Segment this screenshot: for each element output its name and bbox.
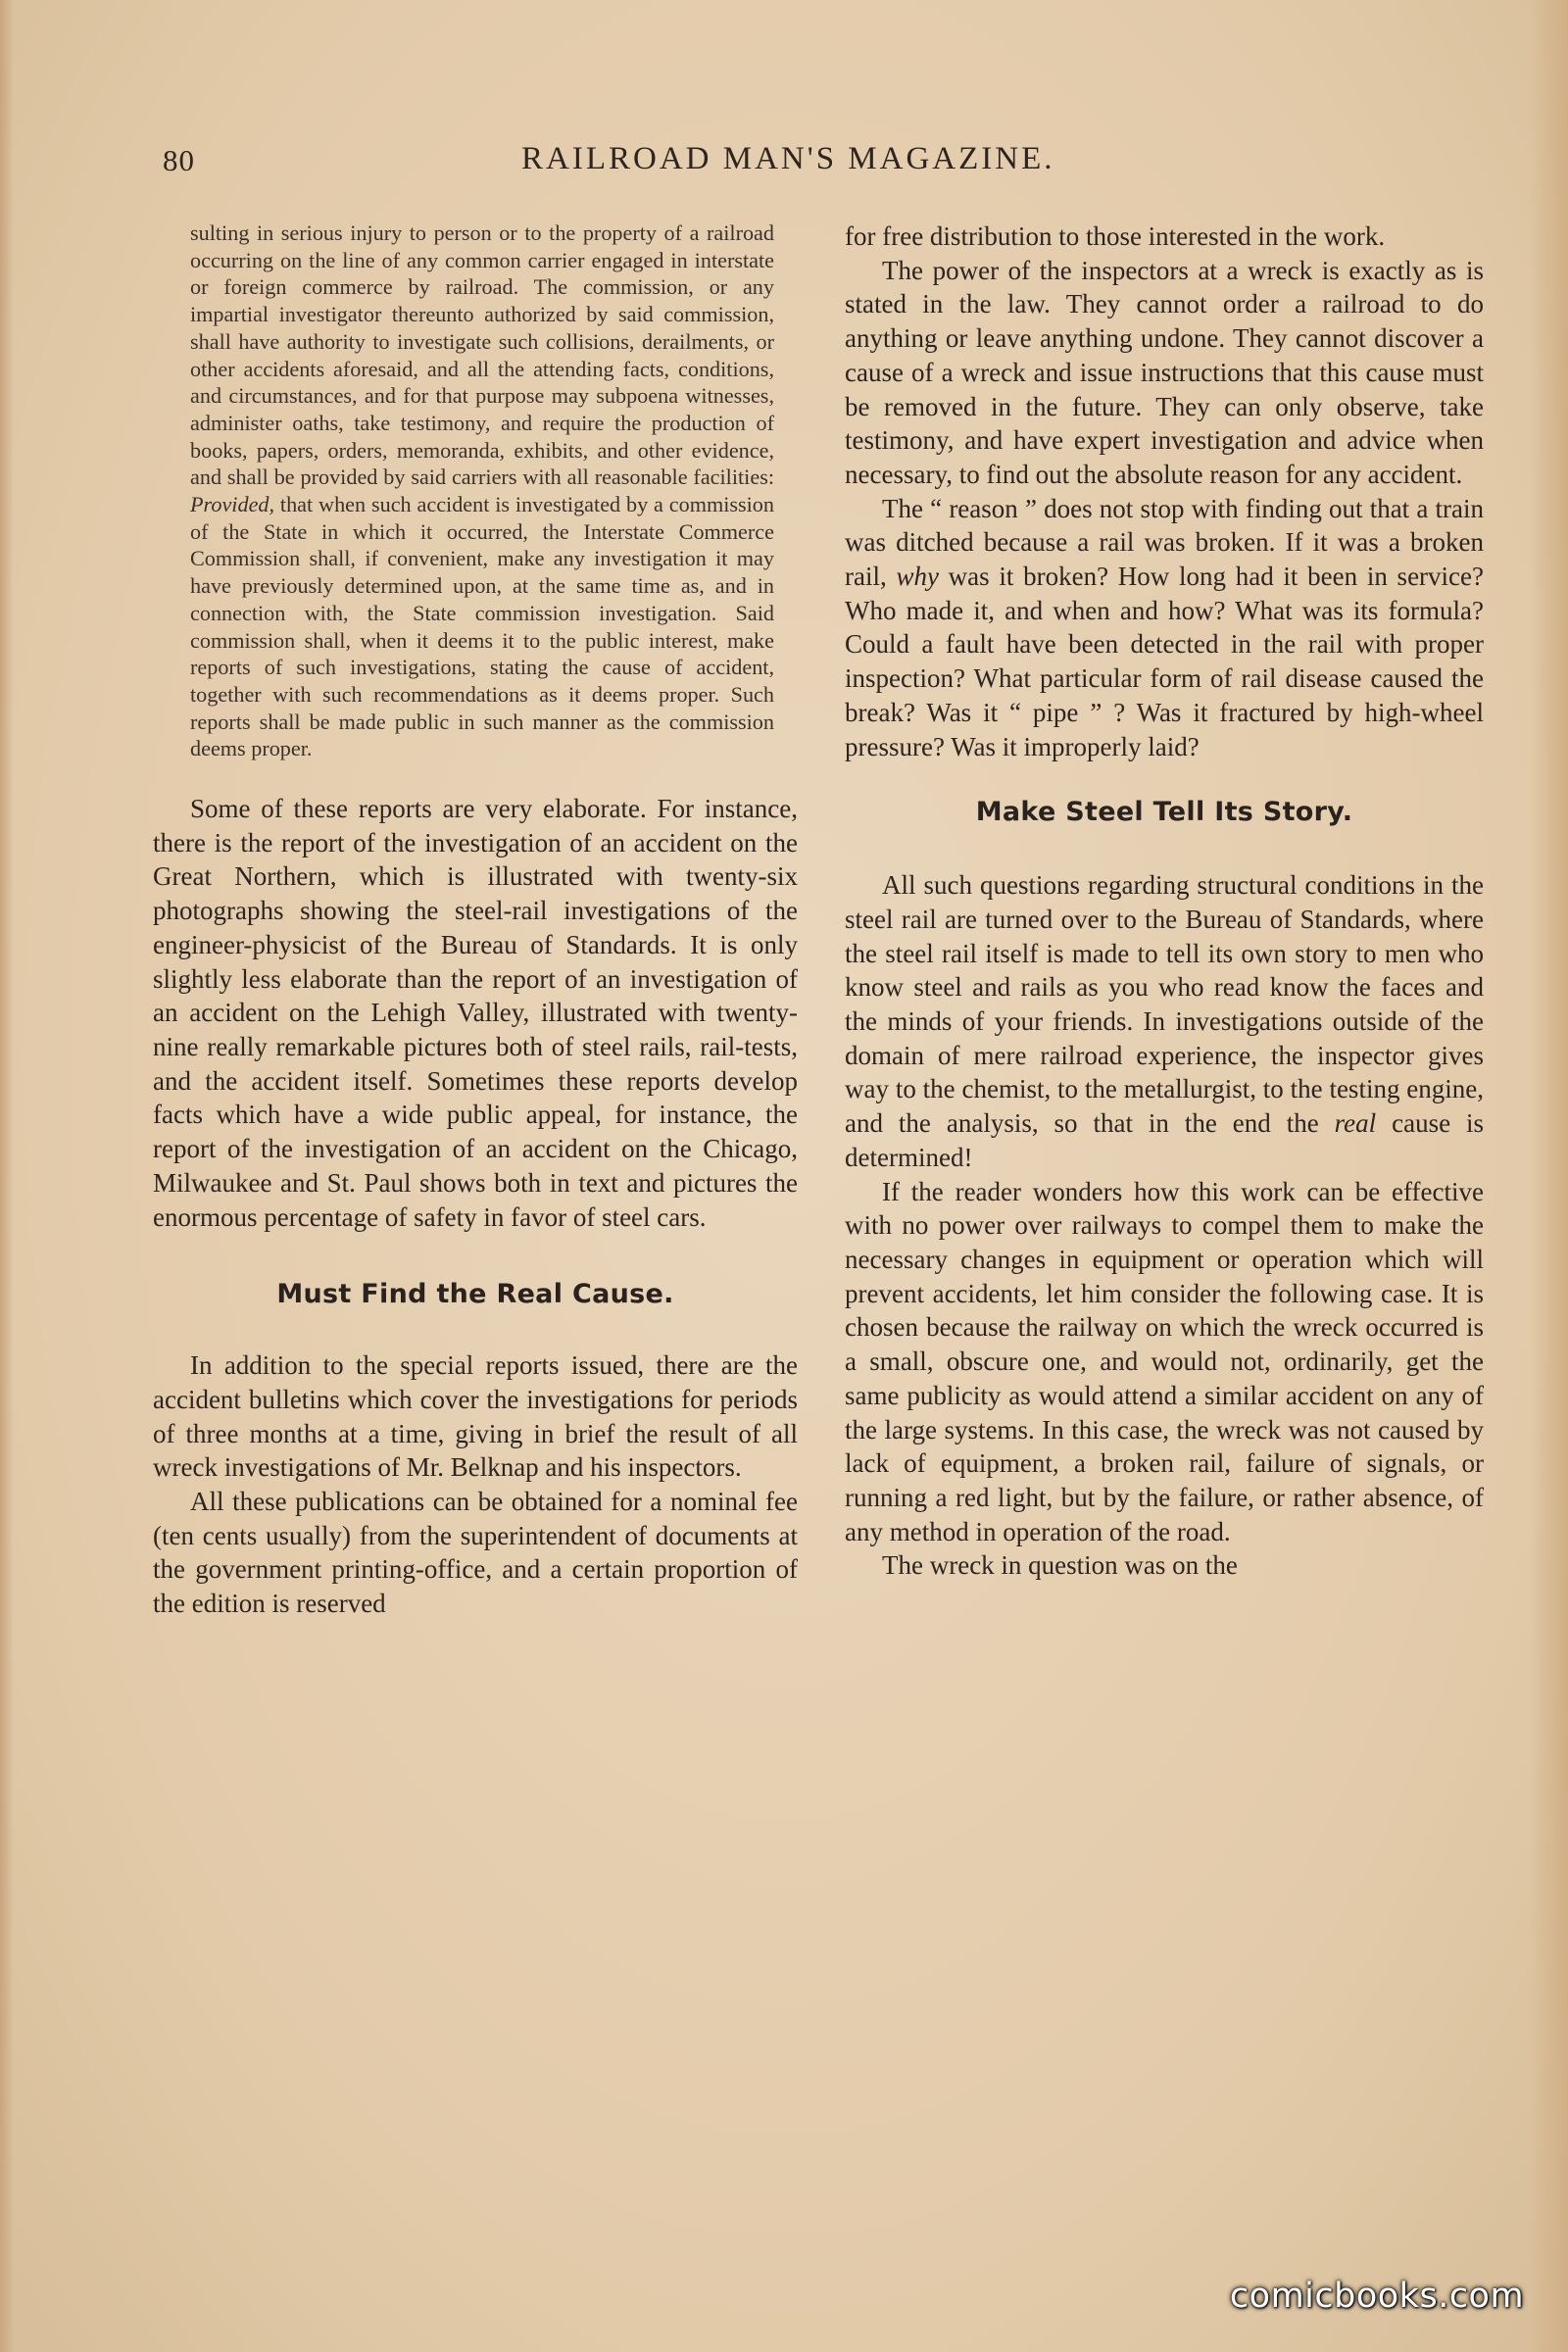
watermark-logo: comicbooks.com (1229, 2277, 1525, 2316)
paragraph-reason-b: was it broken? How long had it been in service? Who made it, and when and how? What was its formula? Could a fault have been detected in the rail with proper inspection? What particular form of rail disease caused the break? Was it “ pipe ” ? Was it fractured by high-wheel pressure? Was it improperly laid? (845, 562, 1484, 761)
paragraph-bureau-of-standards (845, 868, 1484, 1174)
running-title: RAILROAD MAN'S MAGAZINE. (521, 141, 1055, 176)
left-column (153, 220, 798, 1621)
right-column (845, 220, 1484, 1583)
page-number: 80 (163, 143, 195, 177)
section-heading-real-cause: Must Find the Real Cause. (276, 1279, 674, 1310)
paragraph-continued: for free distribution to those interested in the work. (845, 221, 1386, 251)
paragraph-wreck-in-question: The wreck in question was on the (882, 1550, 1238, 1581)
emphasis-why: why (896, 562, 939, 592)
emphasis-real: real (1334, 1108, 1377, 1139)
page-edge-shadow-left (0, 0, 14, 2352)
paragraph-inspector-power: The power of the inspectors at a wreck is exactly as is stated in the law. They cannot order a railroad to do anything or leave anything undone. They cannot discover a cause of a wreck and issue instructions that this cause must be removed in the future. They can only observe, take testimony, and have expert investigation and advice when necessary, to find out the absolute reason for any accident. (845, 255, 1484, 489)
law-quotation-rest: that when such accident is investigated by a commission of the State in which it occurred, the Interstate Commerce Commission shall, if convenient, make any investigation it may have previously determined upon, at the same time as, and in connection with, the State commission investigation. Said commission shall, when it deems it to the public interest, make reports of such investigations, stating the cause of accident, together with such recommendations as it deems proper. Such reports shall be made public in such manner as the commission deems proper. (190, 492, 774, 761)
law-quotation-provided: Provided, (190, 492, 275, 517)
law-quotation (190, 220, 774, 762)
section-heading-steel-story: Make Steel Tell Its Story. (975, 797, 1353, 828)
paragraph-elaborate-reports: Some of these reports are very elaborate. For instance, there is the report of the investigation of an accident on the Great Northern, which is illustrated with twenty-six photographs showing the steel-rail investigations of the engineer-physicist of the Bureau of Standards. It is only slightly less elaborate than the report of an investigation of an accident on the Lehigh Valley, illustrated with twenty-nine really remarkable pictures both of steel rails, rail-tests, and the accident itself. Sometimes these reports develop facts which have a wide public appeal, for instance, the report of the investigation of an accident on the Chicago, Milwaukee and St. Paul shows both in text and pictures the enormous percentage of safety in favor of steel cars. (153, 794, 798, 1232)
law-quotation-text: sulting in serious injury to person or to the property of a railroad occurring on the line of any common carrier engaged in interstate or foreign commerce by railroad. The commission, or any impartial investigator thereunto authorized by said commission, shall have authority to investigate such collisions, derailments, or other accidents aforesaid, and all the attending facts, conditions, and circumstances, and for that purpose may subpoena witnesses, administer oaths, take testimony, and require the production of books, papers, orders, memoranda, exhibits, and other evidence, and shall be provided by said carriers with all reasonable facilities: (190, 220, 774, 490)
paragraph-bureau-b: cause is determined! (845, 1108, 1485, 1172)
paragraph-bureau-a: All such questions regarding structural conditions in the steel rail are turned over to the Bureau of Standards, where the steel rail itself is made to tell its own story to men who know steel and rails as you who read know the faces and the minds of your friends. In investigations outside of the domain of mere railroad experience, the inspector gives way to the chemist, to the metallurgist, to the testing engine, and the analysis, so that in the end the (845, 870, 1484, 1139)
paragraph-accident-bulletins: In addition to the special reports issued, there are the accident bulletins which cover the investigations for periods of three months at a time, giving in brief the result of all wreck investigations of Mr. Belknap and his inspectors. (153, 1350, 798, 1483)
paragraph-publications: All these publications can be obtained for a nominal fee (ten cents usually) from the superintendent of documents at the government printing-office, and a certain proportion of the edition is reserved (153, 1487, 798, 1619)
paragraph-reader-wonders: If the reader wonders how this work can be effective with no power over railways to compel them to make the necessary changes in equipment or operation which will prevent accidents, let him consider the following case. It is chosen because the railway on which the wreck occurred is a small, obscure one, and would not, ordinarily, get the same publicity as would attend a similar accident on any of the large systems. In this case, the wreck was not caused by lack of equipment, a broken rail, failure of signals, or running a red light, but by the failure, or rather absence, of any method in operation of the road. (845, 1176, 1484, 1546)
paragraph-reason-a: The “ reason ” does not stop with finding out that a train was ditched because a rail was broken. If it was a broken rail, (845, 493, 1484, 592)
paragraph-reason (845, 492, 1484, 764)
page-edge-shadow-right (1529, 0, 1568, 2352)
